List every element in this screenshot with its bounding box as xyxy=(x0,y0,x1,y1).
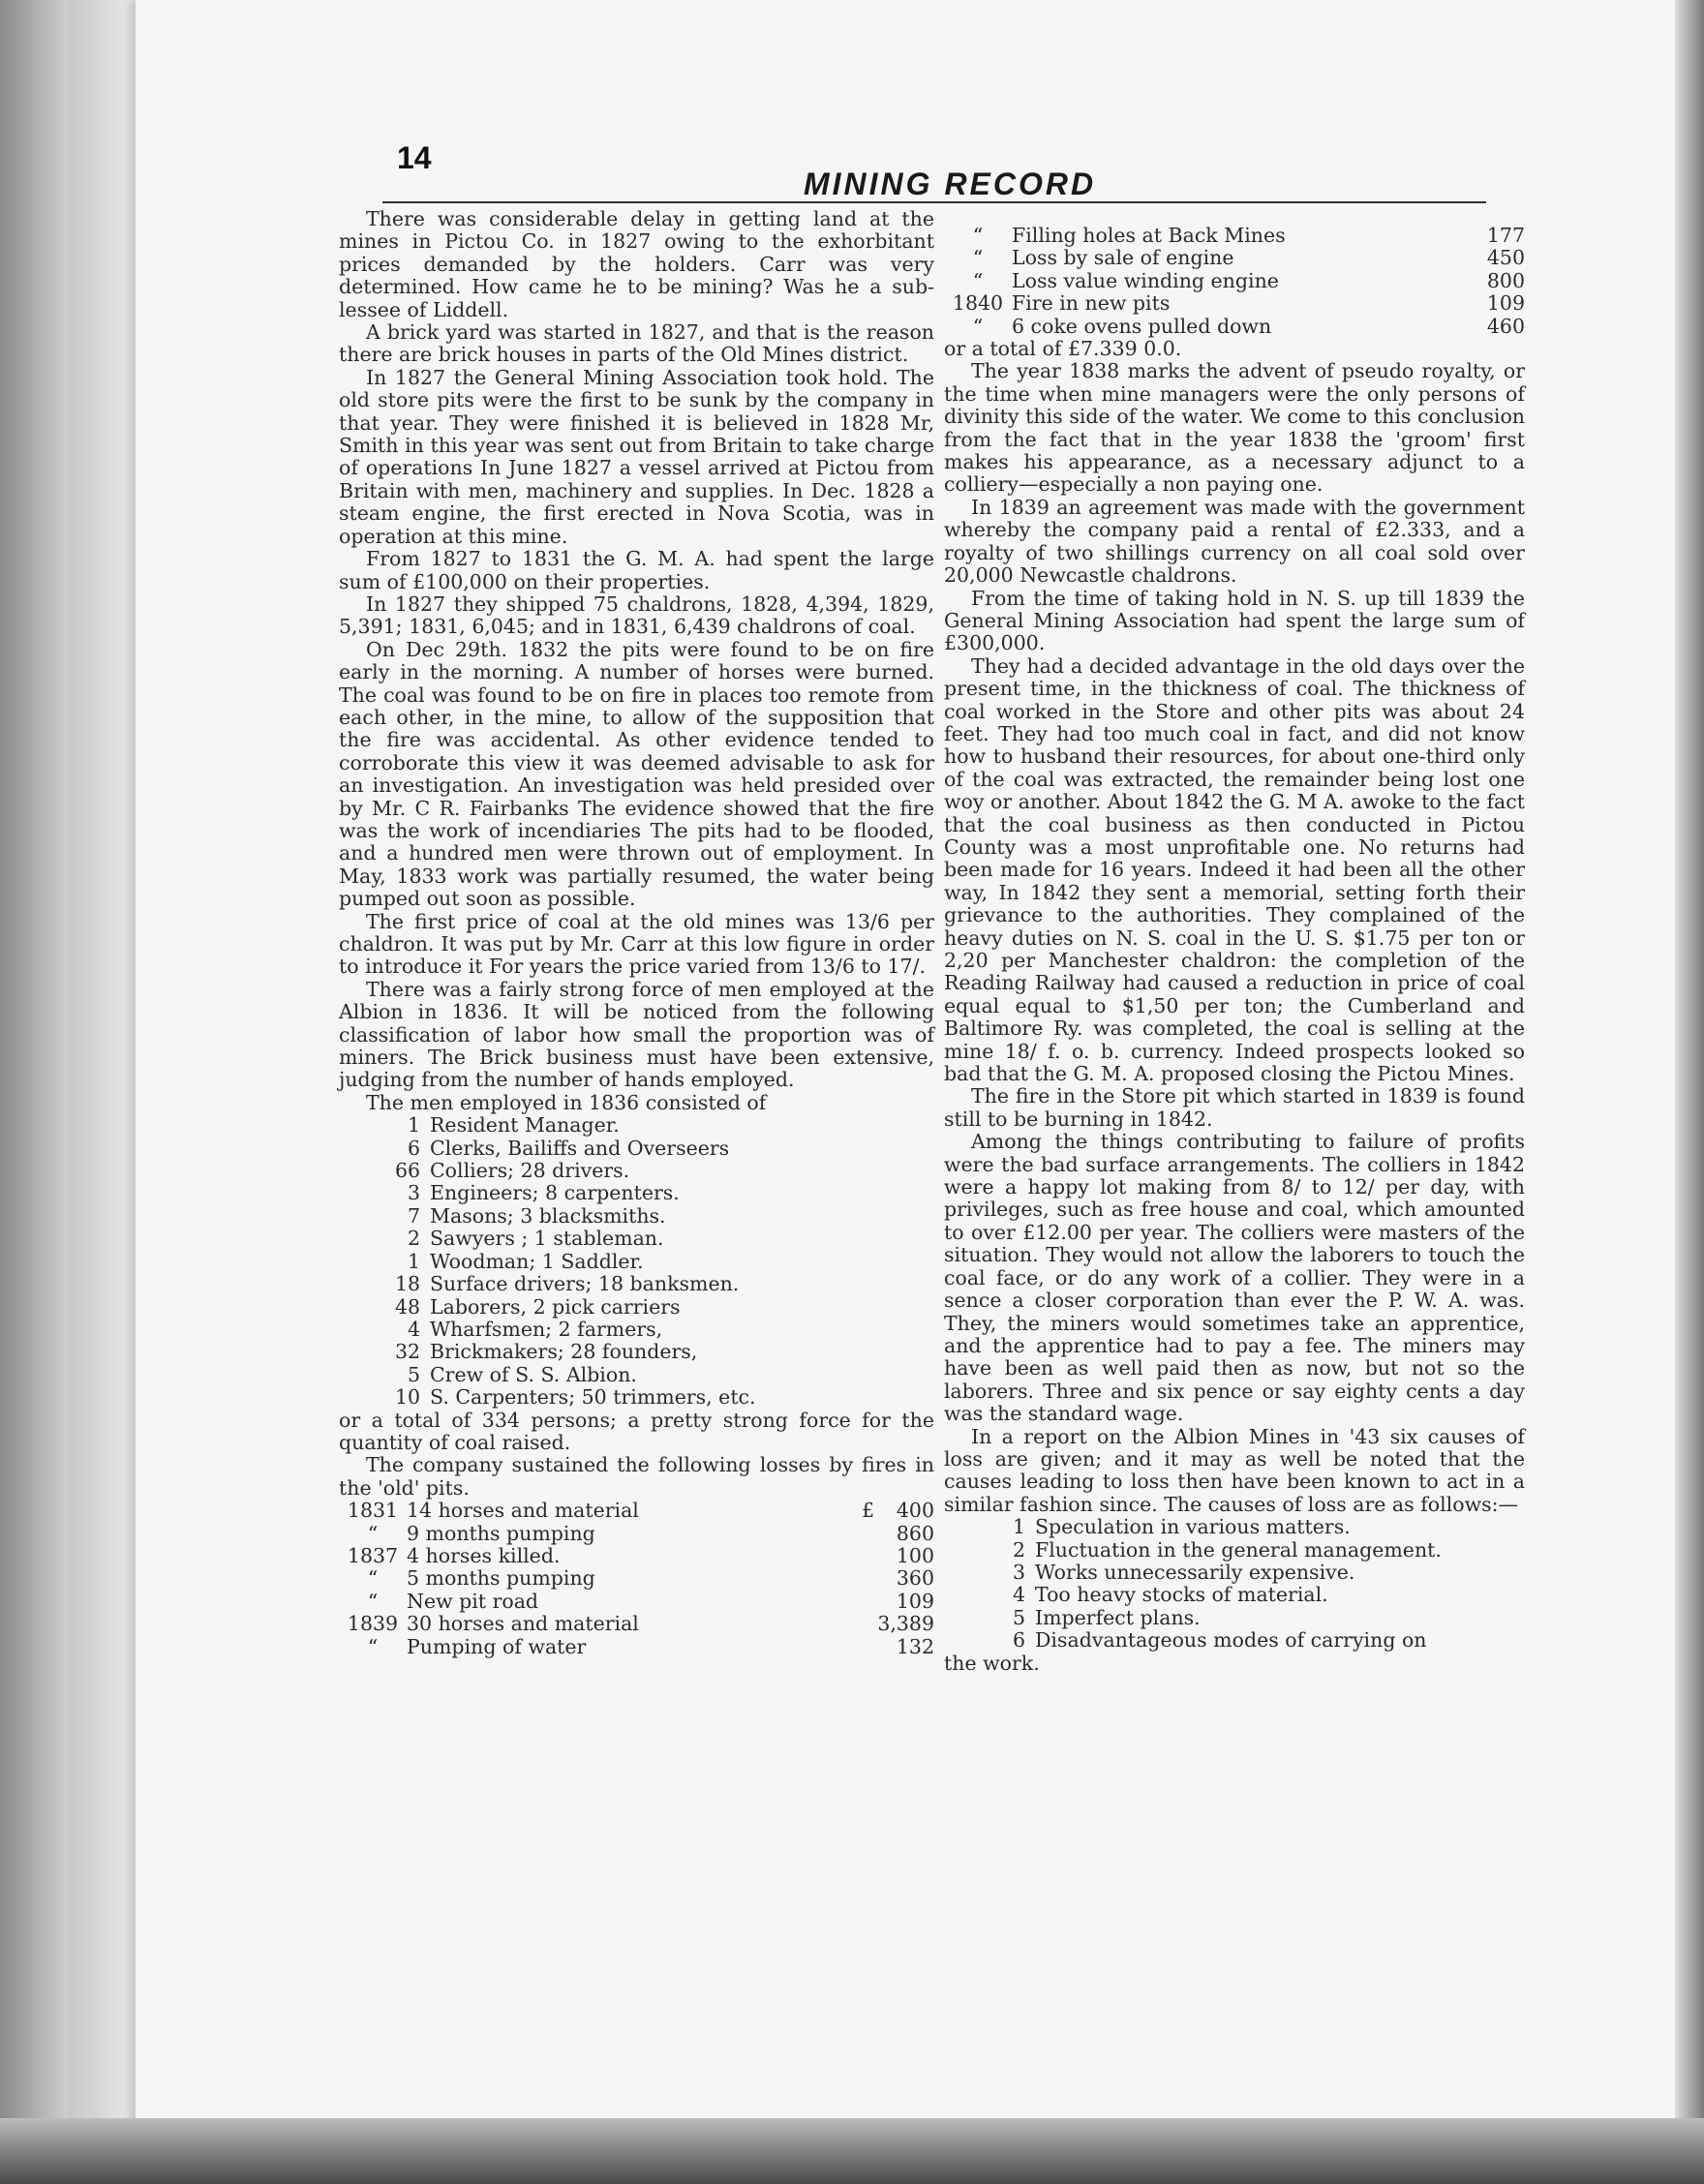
table-row: 1839 30 horses and material 3,389 xyxy=(347,1612,934,1636)
paragraph: From 1827 to 1831 the G. M. A. had spent the large sum of £100,000 on their properties. xyxy=(339,547,934,593)
table-row: “ Pumping of water 132 xyxy=(367,1634,934,1658)
table-row: “ Loss by sale of engine 450 xyxy=(972,246,1525,270)
list-item: 3 Works unnecessarily expensive. xyxy=(1012,1560,1355,1584)
losses-intro: The company sustained the following losses by fires in the 'old' pits. xyxy=(339,1453,934,1500)
table-row: “ 9 months pumping 860 xyxy=(367,1521,934,1545)
table-row: 1837 4 horses killed. 100 xyxy=(347,1543,934,1567)
paragraph: There was considerable delay in getting land at the mines in Pictou Co. in 1827 owing to the exhorbitant prices demanded by the holders. Carr was very determined. How came he to be mining? Was he a sub-lessee of Liddell. xyxy=(339,207,934,321)
list-item: 2 Sawyers ; 1 stableman. xyxy=(407,1227,664,1251)
causes-list xyxy=(1000,1516,1525,1652)
list-item: 4 Too heavy stocks of material. xyxy=(1012,1583,1328,1607)
list-item: 5 Imperfect plans. xyxy=(1012,1605,1201,1629)
list-item: 1 Woodman; 1 Saddler. xyxy=(407,1249,644,1273)
paragraph: There was a fairly strong force of men employed at the Albion in 1836. It will be noticed from the following classification of labor how small the proportion was of miners. The Brick business must have been extensive, judging from the number of hands employed. xyxy=(339,977,934,1092)
header-rule xyxy=(382,201,1486,203)
right-column xyxy=(944,225,1525,1675)
paragraph: In 1839 an agreement was made with the government whereby the company paid a rental of £2.333, and a royalty of two shillings currency on all coal sold over 20,000 Newcastle chaldrons. xyxy=(944,495,1525,588)
list-item: 10 S. Carpenters; 50 trimmers, etc. xyxy=(395,1385,756,1410)
table-row: “ Loss value winding engine 800 xyxy=(972,268,1525,292)
list-item: 3 Engineers; 8 carpenters. xyxy=(407,1181,680,1205)
table-row: 1831 14 horses and material £ 400 xyxy=(347,1499,934,1523)
page-number: 14 xyxy=(397,140,432,175)
paragraph: In 1827 they shipped 75 chaldrons, 1828, 4,394, 1829, 5,391; 1831, 6,045; and in 1831, 6,439 chaldrons of coal. xyxy=(339,592,934,639)
paragraph: The fire in the Store pit which started in 1839 is found still to be burning in 1842. xyxy=(944,1084,1525,1131)
table-row: “ New pit road 109 xyxy=(367,1589,934,1613)
previous-page-edge xyxy=(68,0,140,2125)
list-item: 1 Speculation in various matters. xyxy=(1012,1515,1351,1539)
list-item: 4 Wharfsmen; 2 farmers, xyxy=(407,1317,663,1341)
paragraph: The year 1838 marks the advent of pseudo royalty, or the time when mine managers were the only persons of divinity this side of the water. We come to this conclusion from the fact that in the year 1838 the 'groom' first makes his appearance, as a necessary adjunct to a colliery—especially a non paying one. xyxy=(944,359,1525,497)
list-item: 6 Disadvantageous modes of carrying on xyxy=(1012,1628,1427,1653)
table-row: “ 6 coke ovens pulled down 460 xyxy=(972,314,1525,338)
employees-list xyxy=(395,1114,934,1409)
employees-total: or a total of 334 persons; a pretty strong force for the quantity of coal raised. xyxy=(339,1408,934,1454)
list-item: 5 Crew of S. S. Albion. xyxy=(407,1362,637,1386)
list-item: 66 Colliers; 28 drivers. xyxy=(395,1159,630,1183)
losses-table xyxy=(339,1500,934,1658)
left-column xyxy=(339,208,934,1658)
paragraph: They had a decided advantage in the old days over the present time, in the thickness of coal. The thickness of coal worked in the Store and other pits was about 24 feet. They had too much coal in fact, and did not know how to husband their resources, for about one-third only of the coal was extracted, the remainder being lost one woy or another. About 1842 the G. M A. awoke to the fact that the coal business as then conducted in Pictou County was a most unprofitable one. No returns had been made for 16 years. Indeed it had been all the other way, In 1842 they sent a memorial, setting forth their grievance to the authorities. They complained of the heavy duties on N. S. coal in the U. S. $1.75 per ton or 2,20 per Manchester chaldron: the completion of the Reading Railway had caused a reduction in price of coal equal equal to $1,50 per ton; the Cumberland and Baltimore Ry. was completed, the coal is selling at the mine 18/ f. o. b. currency. Indeed prospects looked so bad that the G. M. A. proposed closing the Pictou Mines. xyxy=(944,653,1525,1086)
table-row: “ Filling holes at Back Mines 177 xyxy=(972,224,1525,247)
table-row: 1840 Fire in new pits 109 xyxy=(952,291,1525,316)
list-item: 32 Brickmakers; 28 founders, xyxy=(395,1340,698,1364)
list-item: 18 Surface drivers; 18 banksmen. xyxy=(395,1272,740,1296)
paragraph: Among the things contributing to failure of profits were the bad surface arrangements. The colliers in 1842 were a happy lot making from 8/ to 12/ per day, with privileges, such as free house and coal, which amounted to over £12.00 per year. The colliers were masters of the situation. They would not allow the laborers to touch the coal face, or do any work of a collier. They were in a sence a closer corporation than ever the P. W. A. was. They, the miners would sometimes take an apprentice, and the apprentice had to pay a fee. The miners may have been as well paid then as now, but not so the laborers. Three and six pence or say eighty cents a day was the standard wage. xyxy=(944,1130,1525,1426)
running-head: MINING RECORD xyxy=(804,167,1097,201)
paragraph: In 1827 the General Mining Association took hold. The old store pits were the first to be sunk by the company in that year. They were finished it is believed in 1828 Mr, Smith in this year was sent out from Britain to take charge of operations In June 1827 a vessel arrived at Pictou from Britain with men, machinery and supplies. In Dec. 1828 a steam engine, the first erected in Nova Scotia, was in operation at this mine. xyxy=(339,365,934,548)
paragraph: On Dec 29th. 1832 the pits were found to be on fire early in the morning. A number of horses were burned. The coal was found to be on fire in places too remote from each other, in the mine, to allow of the supposition that the fire was accidental. As other evidence tended to corroborate this view it was deemed advisable to ask for an investigation. An investigation was held presided over by Mr. C R. Fairbanks The evidence showed that the fire was the work of incendiaries The pits had to be flooded, and a hundred men were thrown out of employment. In May, 1833 work was partially resumed, the water being pumped out soon as possible. xyxy=(339,637,934,911)
paragraph: From the time of taking hold in N. S. up till 1839 the General Mining Association had spent the large sum of £300,000. xyxy=(944,586,1525,655)
page-edge-right xyxy=(1677,0,1704,2184)
list-item: 1 Resident Manager. xyxy=(407,1113,620,1138)
causes-tail: the work. xyxy=(944,1651,1040,1675)
paragraph: The first price of coal at the old mines was 13/6 per chaldron. It was put by Mr. Carr at this low figure in order to introduce it For years the price varied from 13/6 to 17/. xyxy=(339,909,934,979)
page-edge-bottom xyxy=(0,2118,1704,2184)
losses-total: or a total of £7.339 0.0. xyxy=(944,337,1182,361)
paragraph: In a report on the Albion Mines in '43 six causes of loss are given; and it may as well be noted that the causes leading to loss then have been known to act in a similar fashion since. The causes of loss are as follows:— xyxy=(944,1424,1525,1516)
losses-table-continued xyxy=(944,225,1525,338)
table-row: “ 5 months pumping 360 xyxy=(367,1566,934,1591)
list-item: 2 Fluctuation in the general management. xyxy=(1012,1537,1442,1562)
paragraph: A brick yard was started in 1827, and that is the reason there are brick houses in parts of the Old Mines district. xyxy=(339,320,934,367)
employees-intro: The men employed in 1836 consisted of xyxy=(366,1090,767,1114)
list-item: 48 Laborers, 2 pick carriers xyxy=(395,1294,681,1319)
list-item: 7 Masons; 3 blacksmiths. xyxy=(407,1203,666,1228)
list-item: 6 Clerks, Bailiffs and Overseers xyxy=(407,1136,730,1160)
